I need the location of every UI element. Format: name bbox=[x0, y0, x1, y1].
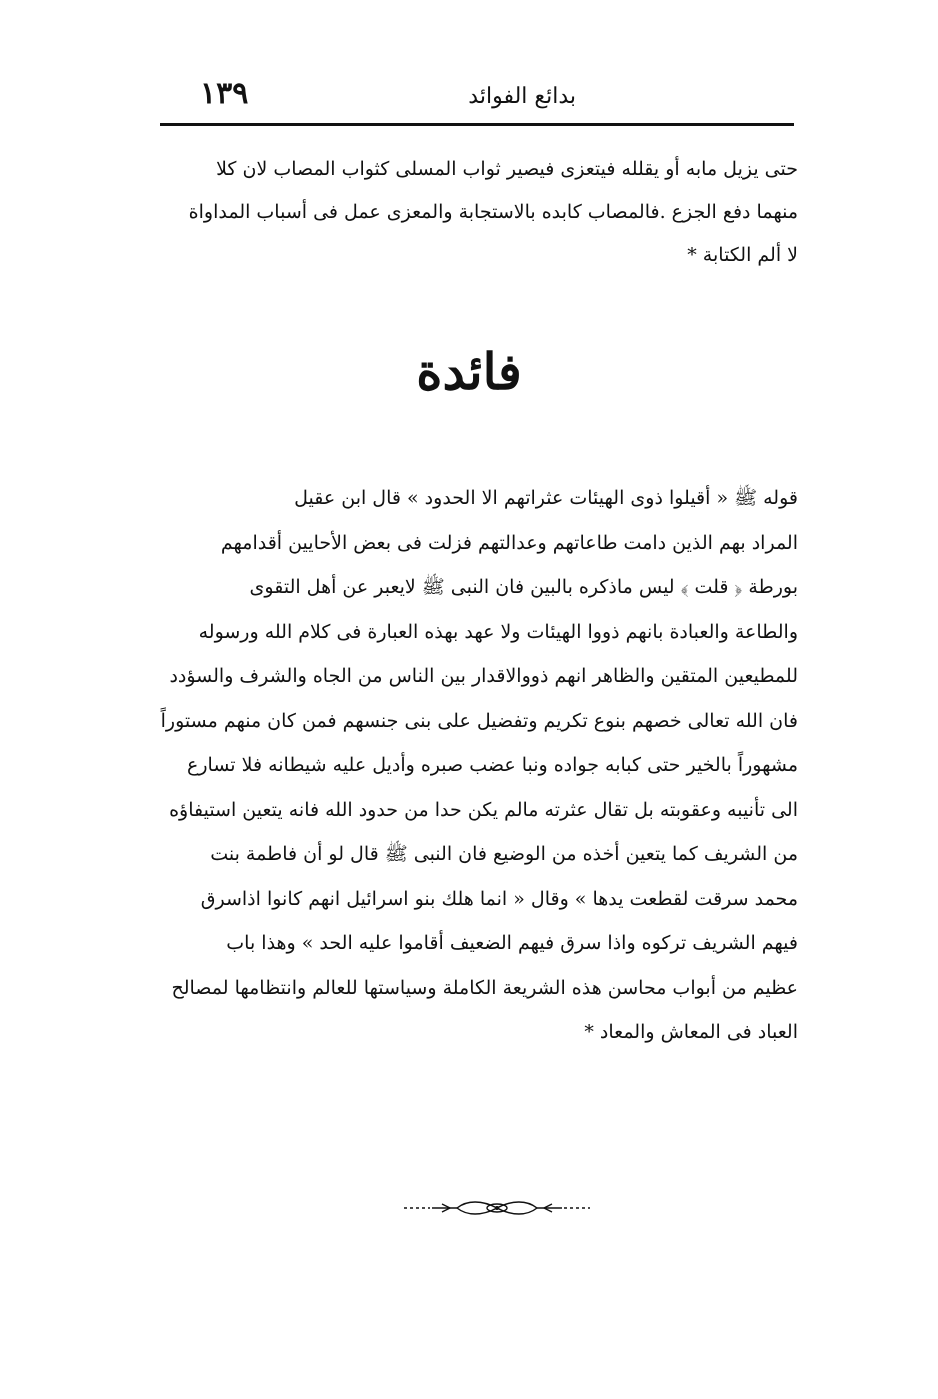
text-line: محمد سرقت لقطعت يدها » وقال « انما هلك بنو اسرائيل انهم كانوا اذاسرق bbox=[200, 887, 798, 910]
section-heading: فائدة bbox=[416, 342, 522, 401]
text-line: من الشريف كما يتعين أخذه من الوضيع فان النبى ﷺ قال لو أن فاطمة بنت bbox=[210, 843, 798, 865]
text-line: منهما دفع الجزع .فالمصاب كابده بالاستجابة والمعزى عمل فى أسباب المداواة bbox=[188, 201, 798, 223]
text-line: بورطة ﴿ قلت ﴾ ليس ماذكره بالبين فان النبى ﷺ لايعبر عن أهل التقوى bbox=[249, 576, 798, 598]
running-title: بدائع الفوائد bbox=[468, 84, 576, 109]
text-line: قوله ﷺ « أقيلوا ذوى الهيئات عثراتهم الا الحدود » قال ابن عقيل bbox=[294, 487, 798, 509]
text-line: لا ألم الكتابة * bbox=[687, 244, 798, 266]
main-paragraph bbox=[150, 476, 798, 1055]
decorative-divider-ornament-icon bbox=[402, 1196, 592, 1220]
text-line: الى تأنيبه وعقوبته بل تقال عثرته مالم يكن حدا من حدود الله فانه يتعين استيفاؤه bbox=[169, 798, 798, 821]
header-rule bbox=[160, 123, 794, 126]
text-line: مشهوراً بالخير حتى كبابه جواده ونبا عضب صبره وأديل عليه شيطانه فلا تسارع bbox=[187, 754, 798, 776]
page-number: ١٣٩ bbox=[200, 76, 249, 111]
text-line: والطاعة والعبادة بانهم ذووا الهيئات ولا عهد بهذه العبارة فى كلام الله ورسوله bbox=[198, 620, 798, 643]
text-line: عظيم من أبواب محاسن هذه الشريعة الكاملة وسياستها للعالم وانتظامها لمصالح bbox=[171, 976, 798, 999]
text-line: فيهم الشريف تركوه واذا سرق فيهم الضعيف أقاموا عليه الحد » وهذا باب bbox=[226, 932, 798, 954]
text-line: العباد فى المعاش والمعاد * bbox=[584, 1021, 798, 1043]
text-line: فان الله تعالى خصهم بنوع تكريم وتفضيل على بنى جنسهم فمن كان منهم مستوراً bbox=[160, 709, 798, 732]
text-line: حتى يزيل مابه أو يقلله فيتعزى فيصير ثواب المسلى كثواب المصاب لان كلا bbox=[216, 158, 798, 180]
page-header bbox=[160, 70, 794, 130]
text-line: للمطيعين المتقين والظاهر انهم ذووالاقدار بين الناس من الجاه والشرف والسؤدد bbox=[169, 665, 798, 687]
top-paragraph bbox=[150, 148, 798, 277]
text-line: المراد بهم الذين دامت طاعاتهم وعدالتهم فزلت فى بعض الأحايين أقدامهم bbox=[220, 531, 798, 554]
